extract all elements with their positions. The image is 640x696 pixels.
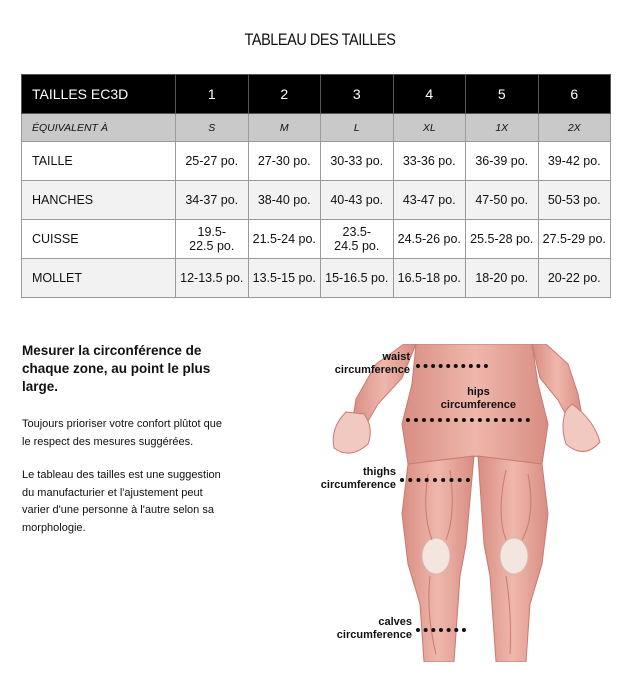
measurement-instructions xyxy=(22,342,232,553)
table-cell: S xyxy=(176,114,249,142)
table-cell: 16.5-18 po. xyxy=(393,259,466,298)
table-cell: 25-27 po. xyxy=(176,142,249,181)
table-cell: 50-53 po. xyxy=(538,181,611,220)
page-title: TABLEAU DES TAILLES xyxy=(244,30,396,49)
waist-line xyxy=(416,364,488,368)
hips-label: hips circumference xyxy=(440,386,516,411)
size-chart-table xyxy=(21,74,611,298)
table-cell: 19.5- 22.5 po. xyxy=(176,220,249,259)
measurement-heading: Mesurer la circonférence de chaque zone, au point le plus large. xyxy=(22,343,211,394)
manufacturer-note: Le tableau des tailles est une suggestion du manufacturier et l'ajustement peut varier d'une personne à l'autre selon sa morphologie. xyxy=(22,469,221,534)
table-row xyxy=(22,142,611,181)
table-cell: 25.5-28 po. xyxy=(466,220,539,259)
table-cell: 38-40 po. xyxy=(248,181,321,220)
table-cell: M xyxy=(248,114,321,142)
anatomy-figure xyxy=(316,344,616,662)
table-cell: 27.5-29 po. xyxy=(538,220,611,259)
table-cell: 13.5-15 po. xyxy=(248,259,321,298)
table-row xyxy=(22,220,611,259)
table-cell: 43-47 po. xyxy=(393,181,466,220)
row-label: CUISSE xyxy=(22,220,176,259)
table-cell: 30-33 po. xyxy=(321,142,394,181)
equivalent-row xyxy=(22,114,611,142)
calves-line xyxy=(416,628,466,632)
row-label: TAILLE xyxy=(22,142,176,181)
table-cell: 39-42 po. xyxy=(538,142,611,181)
table-cell: 33-36 po. xyxy=(393,142,466,181)
table-cell: 34-37 po. xyxy=(176,181,249,220)
row-label: HANCHES xyxy=(22,181,176,220)
thighs-line xyxy=(400,478,470,482)
table-cell: 2X xyxy=(538,114,611,142)
table-row xyxy=(22,181,611,220)
row-label: MOLLET xyxy=(22,259,176,298)
table-cell: 5 xyxy=(466,75,539,114)
row-label: ÉQUIVALENT À xyxy=(22,114,176,142)
table-cell: 20-22 po. xyxy=(538,259,611,298)
hips-line xyxy=(406,418,530,422)
table-cell: L xyxy=(321,114,394,142)
row-label: TAILLES EC3D xyxy=(22,75,176,114)
table-cell: XL xyxy=(393,114,466,142)
calves-label: calves circumference xyxy=(336,616,412,641)
table-cell: 1X xyxy=(466,114,539,142)
table-cell: 24.5-26 po. xyxy=(393,220,466,259)
table-cell: 23.5- 24.5 po. xyxy=(321,220,394,259)
table-cell: 36-39 po. xyxy=(466,142,539,181)
table-cell: 27-30 po. xyxy=(248,142,321,181)
table-row xyxy=(22,259,611,298)
table-cell: 47-50 po. xyxy=(466,181,539,220)
table-cell: 6 xyxy=(538,75,611,114)
comfort-note: Toujours prioriser votre confort plûtot que le respect des mesures suggérées. xyxy=(22,418,222,448)
table-cell: 15-16.5 po. xyxy=(321,259,394,298)
table-cell: 12-13.5 po. xyxy=(176,259,249,298)
table-cell: 2 xyxy=(248,75,321,114)
table-cell: 1 xyxy=(176,75,249,114)
thighs-label: thighs circumference xyxy=(320,466,396,491)
table-cell: 18-20 po. xyxy=(466,259,539,298)
table-cell: 21.5-24 po. xyxy=(248,220,321,259)
table-cell: 3 xyxy=(321,75,394,114)
table-cell: 40-43 po. xyxy=(321,181,394,220)
header-row xyxy=(22,75,611,114)
table-cell: 4 xyxy=(393,75,466,114)
waist-label: waist circumference xyxy=(334,351,410,376)
